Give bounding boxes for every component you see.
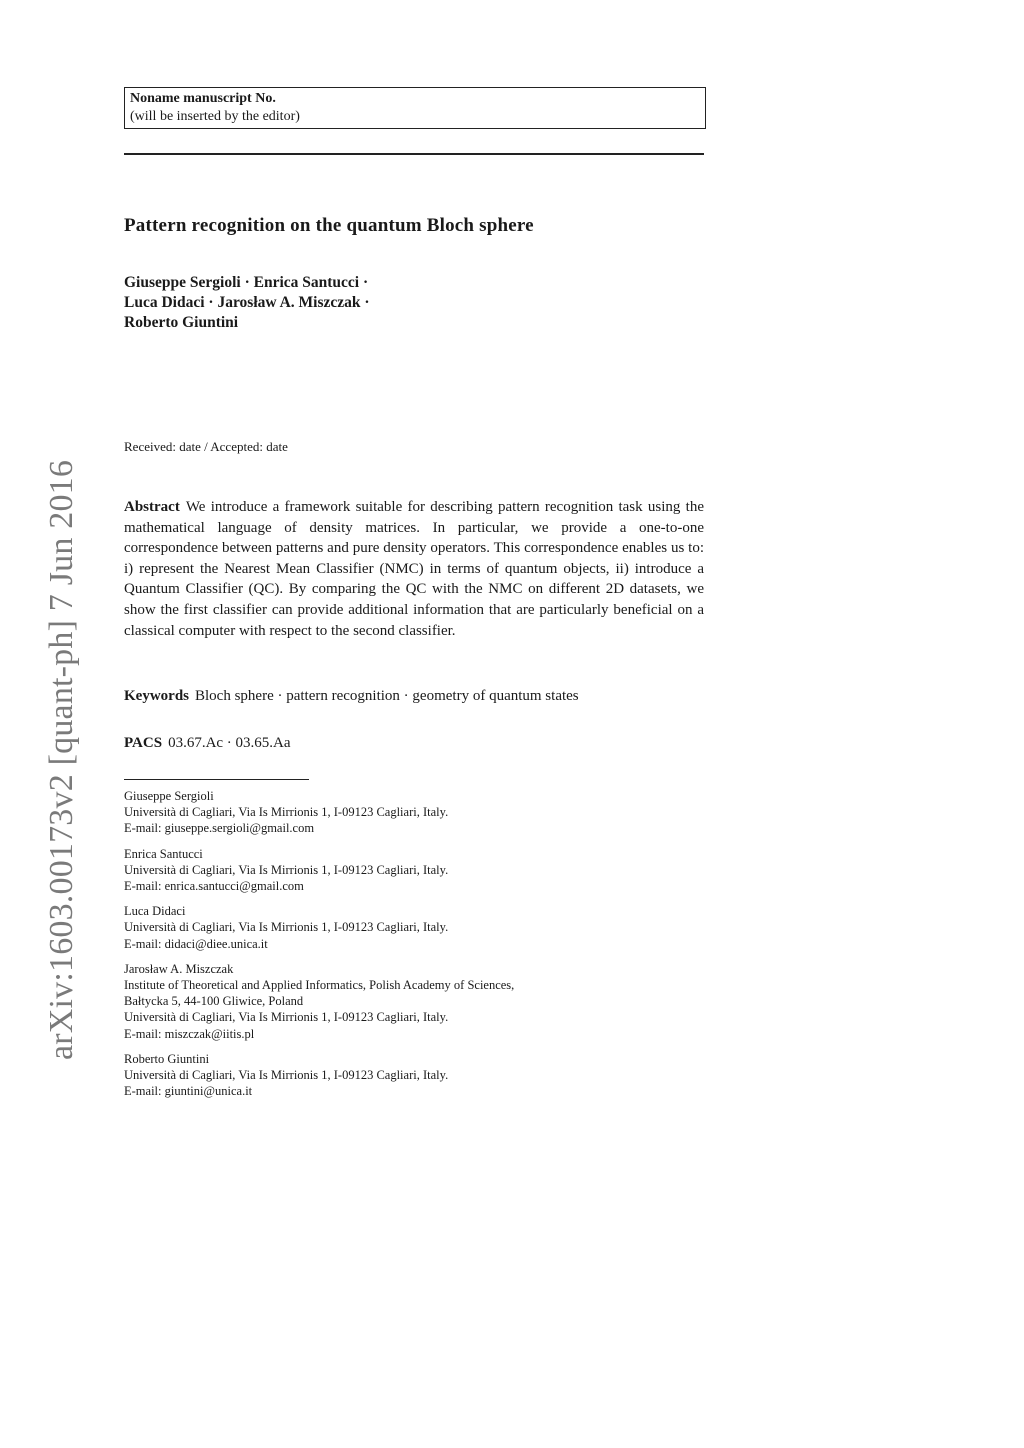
affiliation-name: Luca Didaci [124, 904, 186, 919]
affiliation-line: Università di Cagliari, Via Is Mirrionis 1, I-09123 Cagliari, Italy. [124, 920, 449, 935]
footnote-rule [124, 779, 309, 780]
affiliation-email: E-mail: giuseppe.sergioli@gmail.com [124, 821, 315, 836]
abstract-section [124, 497, 704, 641]
affiliation-line: Institute of Theoretical and Applied Informatics, Polish Academy of Sciences, [124, 978, 515, 993]
author-row-3: Roberto Giuntini [124, 314, 239, 331]
affiliation-line: Università di Cagliari, Via Is Mirrionis 1, I-09123 Cagliari, Italy. [124, 862, 449, 877]
paper-title: Pattern recognition on the quantum Bloch sphere [124, 215, 534, 236]
affiliation-line: Università di Cagliari, Via Is Mirrionis 1, I-09123 Cagliari, Italy. [124, 805, 449, 820]
abstract-label: Abstract [124, 499, 180, 515]
affiliation-email: E-mail: miszczak@iitis.pl [124, 1026, 255, 1041]
keywords-label: Keywords [124, 688, 189, 704]
editor-note: (will be inserted by the editor) [130, 109, 300, 124]
affiliation-name: Jarosław A. Miszczak [124, 961, 234, 976]
affiliation-name: Enrica Santucci [124, 846, 203, 861]
pacs-section [124, 735, 291, 752]
affiliation-email: E-mail: enrica.santucci@gmail.com [124, 879, 304, 894]
affiliation-name: Giuseppe Sergioli [124, 789, 214, 803]
manuscript-header-box [124, 87, 706, 129]
received-accepted-date: Received: date / Accepted: date [124, 439, 288, 454]
author-list [124, 273, 370, 333]
affiliation-email: E-mail: didaci@diee.unica.it [124, 936, 268, 951]
keywords-text: Bloch sphere · pattern recognition · geometry of quantum states [195, 688, 579, 704]
affiliation-name: Roberto Giuntini [124, 1051, 210, 1066]
pacs-label: PACS [124, 735, 163, 751]
header-rule [124, 153, 704, 155]
arxiv-side-stamp: arXiv:1603.00173v2 [quant-ph] 7 Jun 2016 [43, 459, 80, 1061]
keywords-section [124, 688, 714, 705]
affiliation-email: E-mail: giuntini@unica.it [124, 1084, 253, 1099]
affiliation-entry [124, 1051, 724, 1100]
affiliation-entry [124, 961, 724, 1042]
affiliation-line: Università di Cagliari, Via Is Mirrionis 1, I-09123 Cagliari, Italy. [124, 1010, 449, 1025]
manuscript-number: Noname manuscript No. [130, 91, 276, 106]
pacs-text: 03.67.Ac · 03.65.Aa [168, 735, 291, 751]
affiliation-entry [124, 788, 724, 837]
affiliation-entry [124, 903, 724, 952]
affiliation-entry [124, 846, 724, 895]
author-row-1: Giuseppe Sergioli · Enrica Santucci · [124, 274, 369, 291]
affiliations-list [124, 788, 724, 1108]
affiliation-line: Bałtycka 5, 44-100 Gliwice, Poland [124, 994, 304, 1009]
affiliation-line: Università di Cagliari, Via Is Mirrionis 1, I-09123 Cagliari, Italy. [124, 1068, 449, 1083]
abstract-text: We introduce a framework suitable for describing pattern recognition task using the mathematical language of density matrices. In particular, we provide a one-to-one correspondence between patterns and pure density operators. This correspondence enables us to: i) represent the Nearest Mean Classifier (NMC) in terms of quantum objects, ii) introduce a Quantum Classifier (QC). By comparing the QC with the NMC on different 2D datasets, we show the first classifier can provide additional information that are particularly beneficial on a classical computer with respect to the second classifier. [124, 499, 704, 639]
author-row-2: Luca Didaci · Jarosław A. Miszczak · [124, 294, 370, 311]
